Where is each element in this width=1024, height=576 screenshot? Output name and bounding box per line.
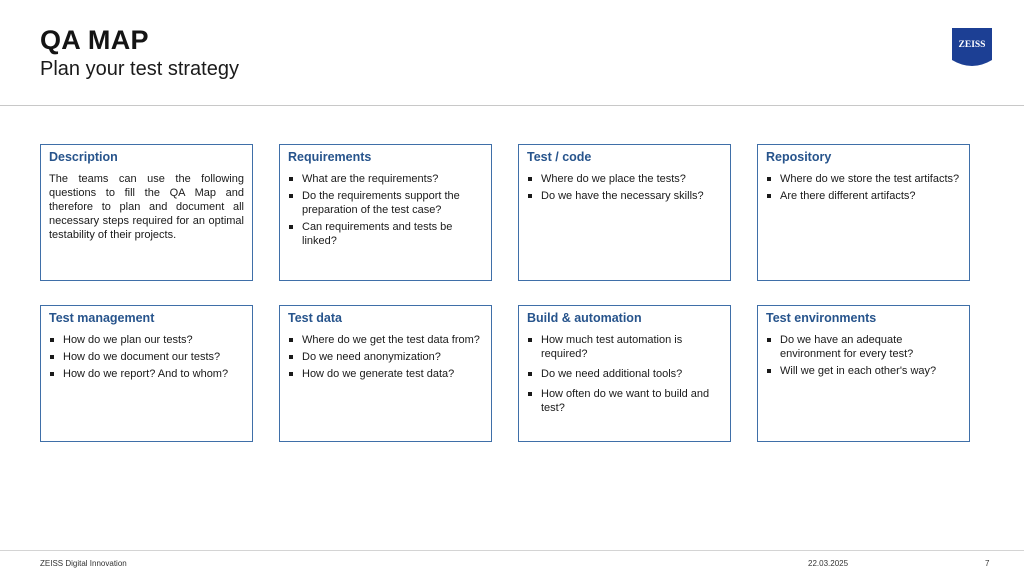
footer-date: 22.03.2025: [808, 559, 849, 568]
question-list: [766, 333, 961, 378]
card-title: Test / code: [527, 150, 592, 164]
card-description: [40, 144, 253, 281]
list-item: How do we plan our tests?: [49, 333, 244, 347]
card-title: Repository: [766, 150, 832, 164]
list-item: How do we report? And to whom?: [49, 367, 244, 381]
list-item: Do the requirements support the preparation of the test case?: [288, 189, 483, 217]
list-item: Do we need anonymization?: [288, 350, 483, 364]
card-title: Description: [49, 150, 118, 164]
card-title: Build & automation: [527, 311, 642, 325]
list-item: Do we need additional tools?: [527, 367, 722, 381]
zeiss-logo-text: ZEISS: [958, 40, 986, 50]
footer-company: ZEISS Digital Innovation: [40, 559, 127, 568]
list-item: Are there different artifacts?: [766, 189, 961, 203]
list-item: How much test automation is required?: [527, 333, 722, 361]
header-divider: [0, 105, 1024, 106]
card-test-management: [40, 305, 253, 442]
card-build-automation: [518, 305, 731, 442]
page-title: QA MAP: [40, 25, 149, 55]
list-item: Where do we get the test data from?: [288, 333, 483, 347]
list-item: How do we generate test data?: [288, 367, 483, 381]
card-test-data: [279, 305, 492, 442]
list-item: Where do we place the tests?: [527, 172, 722, 186]
question-list: [49, 333, 244, 381]
card-title: Test environments: [766, 311, 877, 325]
list-item: Where do we store the test artifacts?: [766, 172, 961, 186]
card-title: Test data: [288, 311, 342, 325]
footer-divider: [0, 550, 1024, 551]
list-item: How often do we want to build and test?: [527, 387, 722, 415]
page-number: 7: [985, 559, 990, 568]
question-list: [766, 172, 961, 203]
card-title: Test management: [49, 311, 155, 325]
list-item: Will we get in each other's way?: [766, 364, 961, 378]
page-subtitle: Plan your test strategy: [40, 58, 239, 80]
card-test-environments: [757, 305, 970, 442]
card-repository: [757, 144, 970, 281]
list-item: Can requirements and tests be linked?: [288, 220, 483, 248]
zeiss-logo: [952, 28, 992, 68]
list-item: Do we have an adequate environment for every test?: [766, 333, 961, 361]
question-list: [527, 333, 722, 415]
question-list: [288, 172, 483, 248]
question-list: [527, 172, 722, 203]
list-item: What are the requirements?: [288, 172, 483, 186]
card-test-code: [518, 144, 731, 281]
list-item: Do we have the necessary skills?: [527, 189, 722, 203]
card-requirements: [279, 144, 492, 281]
card-description-text: The teams can use the following questions to fill the QA Map and therefore to plan and document all necessary steps required for an optimal testability of their projects.: [49, 173, 244, 241]
list-item: How do we document our tests?: [49, 350, 244, 364]
question-list: [288, 333, 483, 381]
card-title: Requirements: [288, 150, 372, 164]
